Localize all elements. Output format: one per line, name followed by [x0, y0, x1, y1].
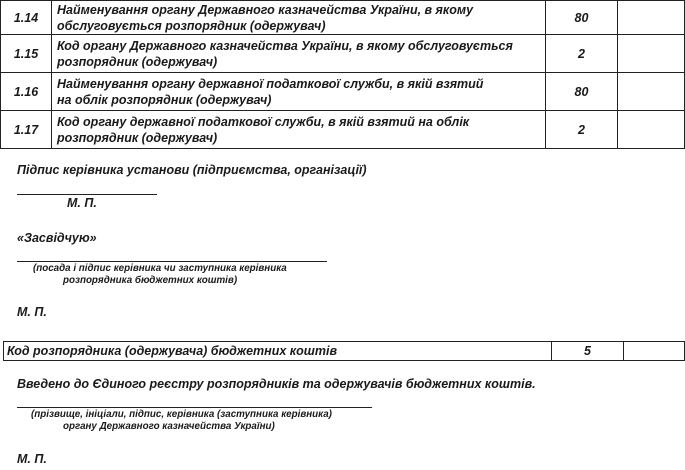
- row-number: 1.15: [1, 35, 52, 73]
- row-description: [52, 35, 546, 73]
- row-description: [52, 111, 546, 149]
- stamp-placeholder: М. П.: [67, 196, 97, 210]
- head-signature-label: Підпис керівника установи (підприємства, організації): [17, 163, 367, 177]
- row-description-line: обслуговується розпорядник (одержувач): [57, 18, 326, 33]
- registry-text: Введено до Єдиного реєстру розпорядників та одержувачів бюджетних коштів.: [17, 377, 536, 391]
- table-row: [1, 73, 685, 111]
- row-blank-cell: [618, 73, 685, 111]
- row-value: 80: [546, 1, 618, 35]
- row-description-line: Код органу Державного казначейства України, в якому обслуговується: [57, 38, 513, 53]
- row-description-line: на облік розпорядник (одержувач): [57, 92, 272, 107]
- budget-code-label: Код розпорядника (одержувача) бюджетних коштів: [4, 342, 552, 361]
- certify-caption-line-1: (посада і підпис керівника чи заступника керівника: [33, 263, 287, 274]
- stamp-placeholder: М. П.: [17, 305, 47, 319]
- table-row: [1, 1, 685, 35]
- table-row: [4, 342, 685, 361]
- table-row: [1, 111, 685, 149]
- row-value: 80: [546, 73, 618, 111]
- row-description: [52, 1, 546, 35]
- stamp-placeholder: М. П.: [17, 452, 47, 466]
- budget-code-blank-cell: [624, 342, 685, 361]
- row-description-line: Найменування органу державної податкової служби, в якій взятий: [57, 76, 484, 91]
- row-number: 1.14: [1, 1, 52, 35]
- form-rows-table: [0, 0, 685, 149]
- row-blank-cell: [618, 1, 685, 35]
- registry-caption-line-1: (прізвище, ініціали, підпис, керівника (заступника керівника): [31, 409, 332, 420]
- row-number: 1.16: [1, 73, 52, 111]
- certify-caption-line-2: розпорядника бюджетних коштів): [63, 275, 238, 286]
- row-blank-cell: [618, 35, 685, 73]
- row-value: 2: [546, 35, 618, 73]
- row-description-line: розпорядник (одержувач): [57, 54, 218, 69]
- certify-signature-line: [17, 261, 327, 262]
- row-description-line: розпорядник (одержувач): [57, 130, 218, 145]
- row-description: [52, 73, 546, 111]
- registry-signature-line: [17, 407, 372, 408]
- budget-code-table: [3, 341, 685, 361]
- row-description-line: Код органу державної податкової служби, в якій взятий на облік: [57, 114, 470, 129]
- budget-code-value: 5: [552, 342, 624, 361]
- row-number: 1.17: [1, 111, 52, 149]
- row-value: 2: [546, 111, 618, 149]
- table-row: [1, 35, 685, 73]
- certify-label: «Засвідчую»: [17, 231, 97, 245]
- row-description-line: Найменування органу Державного казначейства України, в якому: [57, 2, 474, 17]
- head-signature-line: [17, 194, 157, 195]
- registry-caption-line-2: органу Державного казначейства України): [63, 421, 275, 432]
- row-blank-cell: [618, 111, 685, 149]
